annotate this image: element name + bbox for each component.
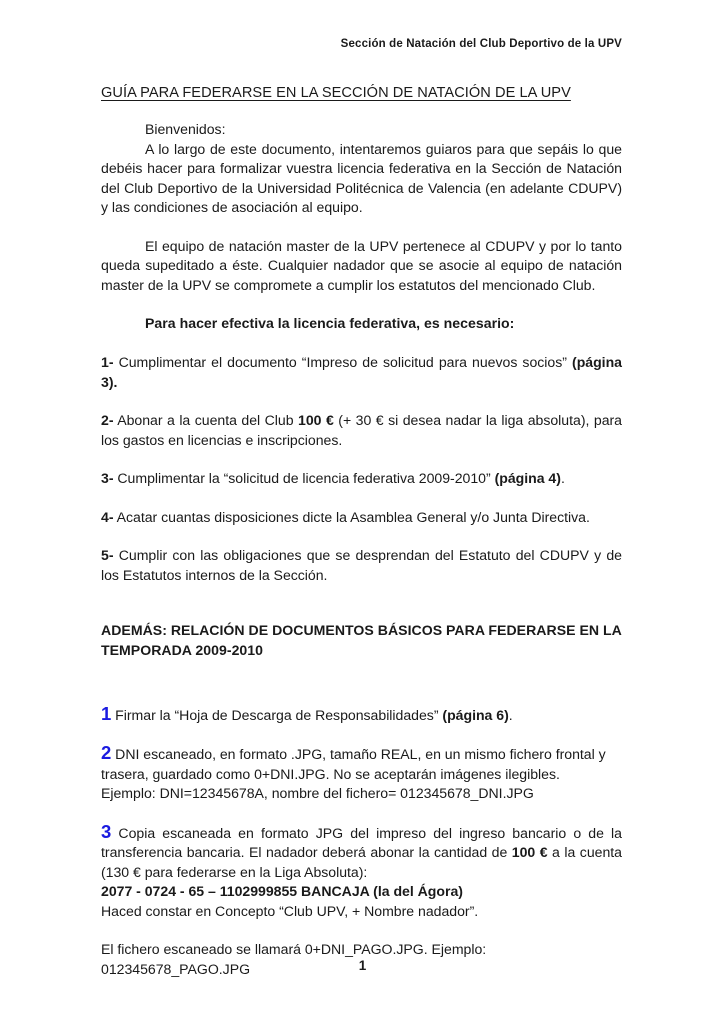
document-text-1: Firmar la “Hoja de Descarga de Responsabilidades” (111, 706, 443, 723)
requirement-number-3: 3- (101, 470, 114, 487)
closing-line-1: El fichero escaneado se llamará 0+DNI_PAGO.JPG. Ejemplo: (101, 941, 487, 958)
document-page-ref-1: (página 6) (442, 706, 509, 723)
requirement-item-4 (101, 508, 622, 528)
requirement-amount-2: 100 € (298, 412, 334, 429)
requirement-item-5 (101, 546, 622, 585)
requirement-page-ref-3: (página 4) (494, 470, 561, 487)
bank-concept-line: Haced constar en Concepto “Club UPV, + Nombre nadador”. (101, 902, 479, 919)
document-text-3-part1: Copia escaneada en formato JPG del impreso del ingreso bancario o de la transferencia bancaria. El nadador deberá abonar la cantidad de (101, 824, 622, 861)
requirement-text-2b: (+ 30 € si desea nadar la liga absoluta), para los gastos en licencias e inscripciones. (101, 412, 622, 448)
requirement-text-5: Cumplir con las obligaciones que se desprendan del Estatuto del CDUPV y de los Estatutos internos de la Sección. (101, 547, 622, 583)
page-number: 1 (358, 958, 367, 973)
requirement-text-3: Cumplimentar la “solicitud de licencia federativa 2009-2010” (113, 470, 495, 487)
intro-paragraph-1: A lo largo de este documento, intentaremos guiaros para que sepáis lo que debéis hacer para formalizar vuestra licencia federativa en la Sección de Natación del Club Deportivo de la Universidad Politécnica de Valencia (en adelante CDUPV) y las condiciones de asociación al equipo. (101, 140, 622, 216)
document-number-2: 2 (101, 742, 112, 764)
document-period-1: . (508, 706, 513, 723)
documents-heading: ADEMÁS: RELACIÓN DE DOCUMENTOS BÁSICOS PARA FEDERARSE EN LA TEMPORADA 2009-2010 (101, 622, 622, 658)
greeting-paragraph (101, 120, 622, 140)
document-item-3 (101, 820, 622, 883)
requirement-number-4: 4- (101, 508, 114, 525)
requirement-period-3: . (560, 470, 565, 487)
document-text-2-line1: DNI escaneado, en formato .JPG, tamaño REAL, en un mismo fichero frontal y trasera, guardado como 0+DNI.JPG. No se aceptarán imágenes ilegibles. (101, 746, 606, 782)
requirement-page-ref-1: (página 3) (101, 354, 622, 390)
requirement-period-1: . (113, 373, 118, 390)
requirement-number-1: 1- (101, 354, 114, 371)
closing-line-2: 012345678_PAGO.JPG (101, 960, 251, 977)
intro-paragraph-2: El equipo de natación master de la UPV pertenece al CDUPV y por lo tanto queda supeditado a éste. Cualquier nadador que se asocie al equipo de natación master de la UPV se compromete a cumplir los estatutos del mencionado Club. (101, 237, 622, 293)
requirement-text-1: Cumplimentar el documento “Impreso de solicitud para nuevos socios” (113, 354, 573, 371)
requirement-item-2 (101, 411, 622, 450)
bank-account-number: 2077 - 0724 - 65 – 1102999855 BANCAJA (la del Ágora) (101, 883, 463, 900)
requirements-heading: Para hacer efectiva la licencia federativa, es necesario: (145, 315, 515, 332)
document-number-3: 3 (101, 820, 112, 842)
requirement-item-3 (101, 469, 622, 489)
page-header: Sección de Natación del Club Deportivo de la UPV (340, 38, 622, 50)
requirement-text-4: Acatar cuantas disposiciones dicte la Asamblea General y/o Junta Directiva. (113, 508, 590, 525)
document-number-1: 1 (101, 702, 112, 724)
document-text-3-part2: a la cuenta (130 € para federarse en la Liga Absoluta): (101, 844, 622, 880)
page-title: GUÍA PARA FEDERARSE EN LA SECCIÓN DE NATACIÓN DE LA UPV (101, 85, 571, 101)
document-item-2 (101, 744, 622, 804)
document-text-2-line2: Ejemplo: DNI=12345678A, nombre del fichero= 012345678_DNI.JPG (101, 785, 534, 802)
document-body (101, 84, 622, 979)
requirement-number-2: 2- (101, 412, 114, 429)
requirement-text-2a: Abonar a la cuenta del Club (113, 412, 299, 429)
document-item-1 (101, 702, 622, 726)
document-amount-3: 100 € (511, 844, 548, 861)
requirement-item-1 (101, 353, 622, 392)
bank-account-line (101, 882, 622, 902)
greeting-text: Bienvenidos: (145, 121, 226, 138)
requirement-number-5: 5- (101, 547, 114, 564)
